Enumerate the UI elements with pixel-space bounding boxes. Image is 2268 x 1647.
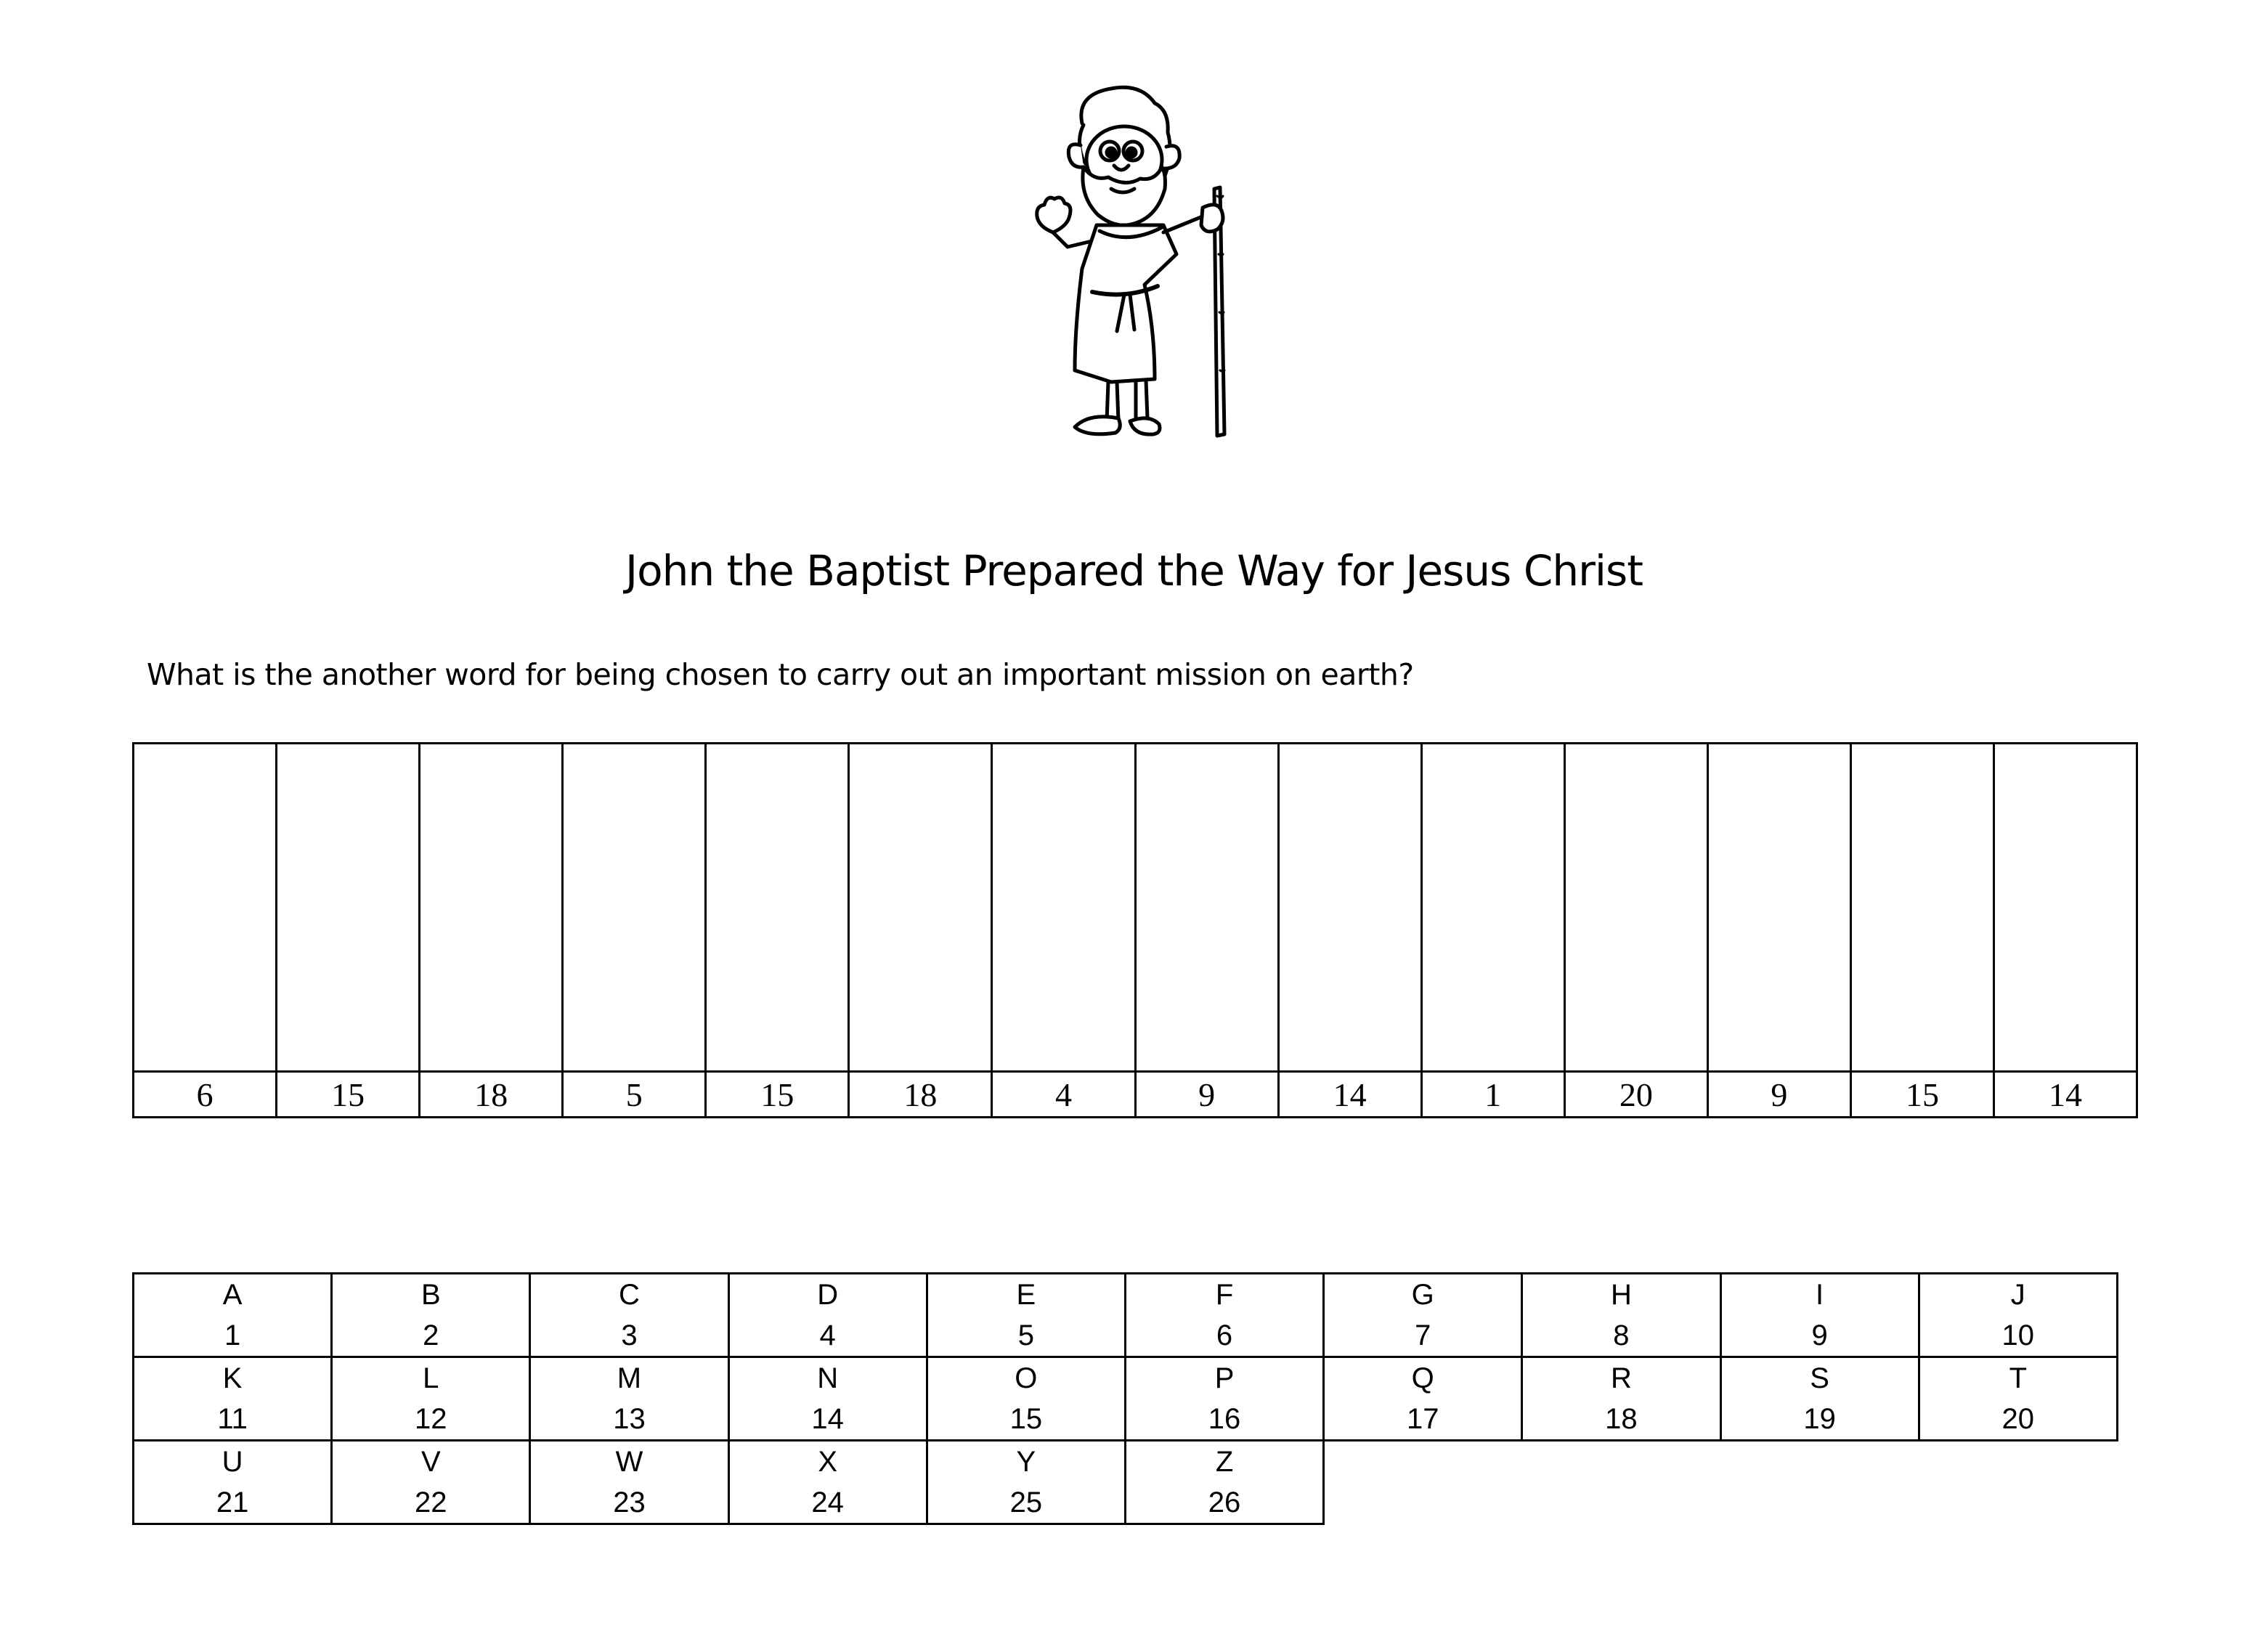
answer-code-number: 9 bbox=[1709, 1070, 1850, 1116]
key-letter: I bbox=[1816, 1279, 1824, 1311]
key-cell bbox=[529, 1356, 729, 1441]
key-letter: U bbox=[221, 1446, 243, 1478]
answer-blank[interactable] bbox=[564, 744, 704, 1070]
key-letter: C bbox=[619, 1279, 640, 1311]
key-letter: X bbox=[818, 1446, 837, 1478]
key-number: 4 bbox=[819, 1319, 836, 1351]
key-number: 19 bbox=[1803, 1403, 1836, 1435]
key-letter: L bbox=[423, 1362, 439, 1394]
answer-column bbox=[993, 744, 1136, 1116]
key-letter: G bbox=[1411, 1279, 1434, 1311]
key-cell bbox=[132, 1439, 333, 1525]
answer-code-number: 15 bbox=[707, 1070, 848, 1116]
key-letter: T bbox=[2009, 1362, 2027, 1394]
key-letter: E bbox=[1016, 1279, 1036, 1311]
key-number: 16 bbox=[1208, 1403, 1241, 1435]
key-number: 12 bbox=[415, 1403, 447, 1435]
key-cell bbox=[1124, 1272, 1325, 1358]
key-cell bbox=[926, 1272, 1126, 1358]
answer-column bbox=[1280, 744, 1423, 1116]
answer-column bbox=[564, 744, 707, 1116]
key-cell bbox=[926, 1356, 1126, 1441]
answer-grid bbox=[132, 742, 2138, 1118]
letter-number-key-table bbox=[132, 1272, 2138, 1523]
answer-column bbox=[850, 744, 993, 1116]
answer-column bbox=[420, 744, 564, 1116]
key-number: 9 bbox=[1811, 1319, 1828, 1351]
key-cell bbox=[330, 1356, 531, 1441]
answer-blank[interactable] bbox=[1137, 744, 1277, 1070]
key-cell bbox=[1322, 1356, 1523, 1441]
key-letter: D bbox=[817, 1279, 839, 1311]
key-cell bbox=[1124, 1356, 1325, 1441]
key-number: 3 bbox=[621, 1319, 638, 1351]
key-number: 17 bbox=[1406, 1403, 1439, 1435]
key-number: 5 bbox=[1017, 1319, 1034, 1351]
key-number: 10 bbox=[2001, 1319, 2035, 1351]
key-number: 15 bbox=[1009, 1403, 1043, 1435]
key-cell bbox=[330, 1272, 531, 1358]
key-number: 21 bbox=[216, 1487, 249, 1518]
key-cell bbox=[1720, 1272, 1920, 1358]
key-cell bbox=[529, 1439, 729, 1525]
answer-blank[interactable] bbox=[1852, 744, 1993, 1070]
answer-blank[interactable] bbox=[850, 744, 991, 1070]
key-letter: Z bbox=[1215, 1446, 1234, 1478]
key-letter: V bbox=[420, 1446, 441, 1478]
key-number: 8 bbox=[1613, 1319, 1630, 1351]
answer-blank[interactable] bbox=[1566, 744, 1707, 1070]
answer-code-number: 18 bbox=[420, 1070, 561, 1116]
answer-code-number: 14 bbox=[1280, 1070, 1420, 1116]
key-letter: W bbox=[615, 1446, 643, 1478]
key-cell bbox=[1918, 1272, 2118, 1358]
answer-code-number: 18 bbox=[850, 1070, 991, 1116]
answer-blank[interactable] bbox=[1280, 744, 1420, 1070]
key-letter: O bbox=[1015, 1362, 1038, 1394]
key-letter: Q bbox=[1411, 1362, 1434, 1394]
answer-code-number: 20 bbox=[1566, 1070, 1707, 1116]
key-number: 25 bbox=[1009, 1487, 1043, 1518]
answer-column bbox=[1995, 744, 2136, 1116]
answer-column bbox=[1423, 744, 1566, 1116]
key-row bbox=[132, 1272, 2138, 1356]
key-cell bbox=[1918, 1356, 2118, 1441]
answer-column bbox=[134, 744, 277, 1116]
key-cell bbox=[926, 1439, 1126, 1525]
key-number: 6 bbox=[1216, 1319, 1233, 1351]
key-letter: N bbox=[817, 1362, 839, 1394]
page-title: John the Baptist Prepared the Way for Jesus Christ bbox=[625, 546, 1643, 595]
key-number: 23 bbox=[613, 1487, 646, 1518]
answer-blank[interactable] bbox=[1423, 744, 1564, 1070]
key-letter: J bbox=[2010, 1279, 2025, 1311]
key-cell bbox=[728, 1439, 928, 1525]
answer-column bbox=[1709, 744, 1852, 1116]
key-letter: R bbox=[1610, 1362, 1632, 1394]
key-number: 20 bbox=[2001, 1403, 2035, 1435]
key-letter: F bbox=[1215, 1279, 1234, 1311]
key-cell bbox=[132, 1356, 333, 1441]
key-cell bbox=[132, 1272, 333, 1358]
answer-column bbox=[1566, 744, 1709, 1116]
answer-blank[interactable] bbox=[134, 744, 275, 1070]
answer-code-number: 14 bbox=[1995, 1070, 2136, 1116]
key-letter: M bbox=[617, 1362, 642, 1394]
key-cell bbox=[728, 1356, 928, 1441]
key-letter: K bbox=[222, 1362, 243, 1394]
key-cell bbox=[1521, 1356, 1721, 1441]
answer-code-number: 1 bbox=[1423, 1070, 1564, 1116]
key-row bbox=[132, 1356, 2138, 1439]
key-cell bbox=[529, 1272, 729, 1358]
key-cell bbox=[728, 1272, 928, 1358]
key-cell bbox=[1124, 1439, 1325, 1525]
key-letter: Y bbox=[1016, 1446, 1036, 1478]
key-cell bbox=[1720, 1356, 1920, 1441]
key-letter: B bbox=[420, 1279, 441, 1311]
answer-blank[interactable] bbox=[707, 744, 848, 1070]
answer-code-number: 4 bbox=[993, 1070, 1134, 1116]
key-letter: A bbox=[222, 1279, 243, 1311]
key-cell bbox=[1322, 1272, 1523, 1358]
answer-code-number: 9 bbox=[1137, 1070, 1277, 1116]
answer-column bbox=[1852, 744, 1995, 1116]
answer-blank[interactable] bbox=[993, 744, 1134, 1070]
key-cell bbox=[330, 1439, 531, 1525]
key-number: 2 bbox=[423, 1319, 439, 1351]
key-letter: H bbox=[1610, 1279, 1632, 1311]
john-the-baptist-illustration bbox=[1002, 80, 1278, 450]
answer-blank[interactable] bbox=[1995, 744, 2136, 1070]
key-number: 26 bbox=[1208, 1487, 1241, 1518]
key-number: 14 bbox=[811, 1403, 844, 1435]
key-cell bbox=[1521, 1272, 1721, 1358]
key-number: 24 bbox=[811, 1487, 844, 1518]
answer-blank[interactable] bbox=[277, 744, 418, 1070]
answer-blank[interactable] bbox=[1709, 744, 1850, 1070]
answer-code-number: 15 bbox=[277, 1070, 418, 1116]
answer-code-number: 5 bbox=[564, 1070, 704, 1116]
answer-column bbox=[707, 744, 850, 1116]
key-letter: S bbox=[1810, 1362, 1829, 1394]
key-number: 11 bbox=[217, 1403, 248, 1435]
key-row bbox=[132, 1439, 2138, 1523]
key-number: 1 bbox=[224, 1319, 241, 1351]
key-letter: P bbox=[1214, 1362, 1235, 1394]
answer-code-number: 6 bbox=[134, 1070, 275, 1116]
key-number: 7 bbox=[1415, 1319, 1431, 1351]
key-number: 22 bbox=[415, 1487, 447, 1518]
answer-column bbox=[1137, 744, 1280, 1116]
answer-blank[interactable] bbox=[420, 744, 561, 1070]
answer-code-number: 15 bbox=[1852, 1070, 1993, 1116]
key-number: 18 bbox=[1605, 1403, 1638, 1435]
question-text: What is the another word for being chosen to carry out an important mission on earth? bbox=[147, 657, 1414, 692]
key-number: 13 bbox=[613, 1403, 646, 1435]
answer-column bbox=[277, 744, 420, 1116]
